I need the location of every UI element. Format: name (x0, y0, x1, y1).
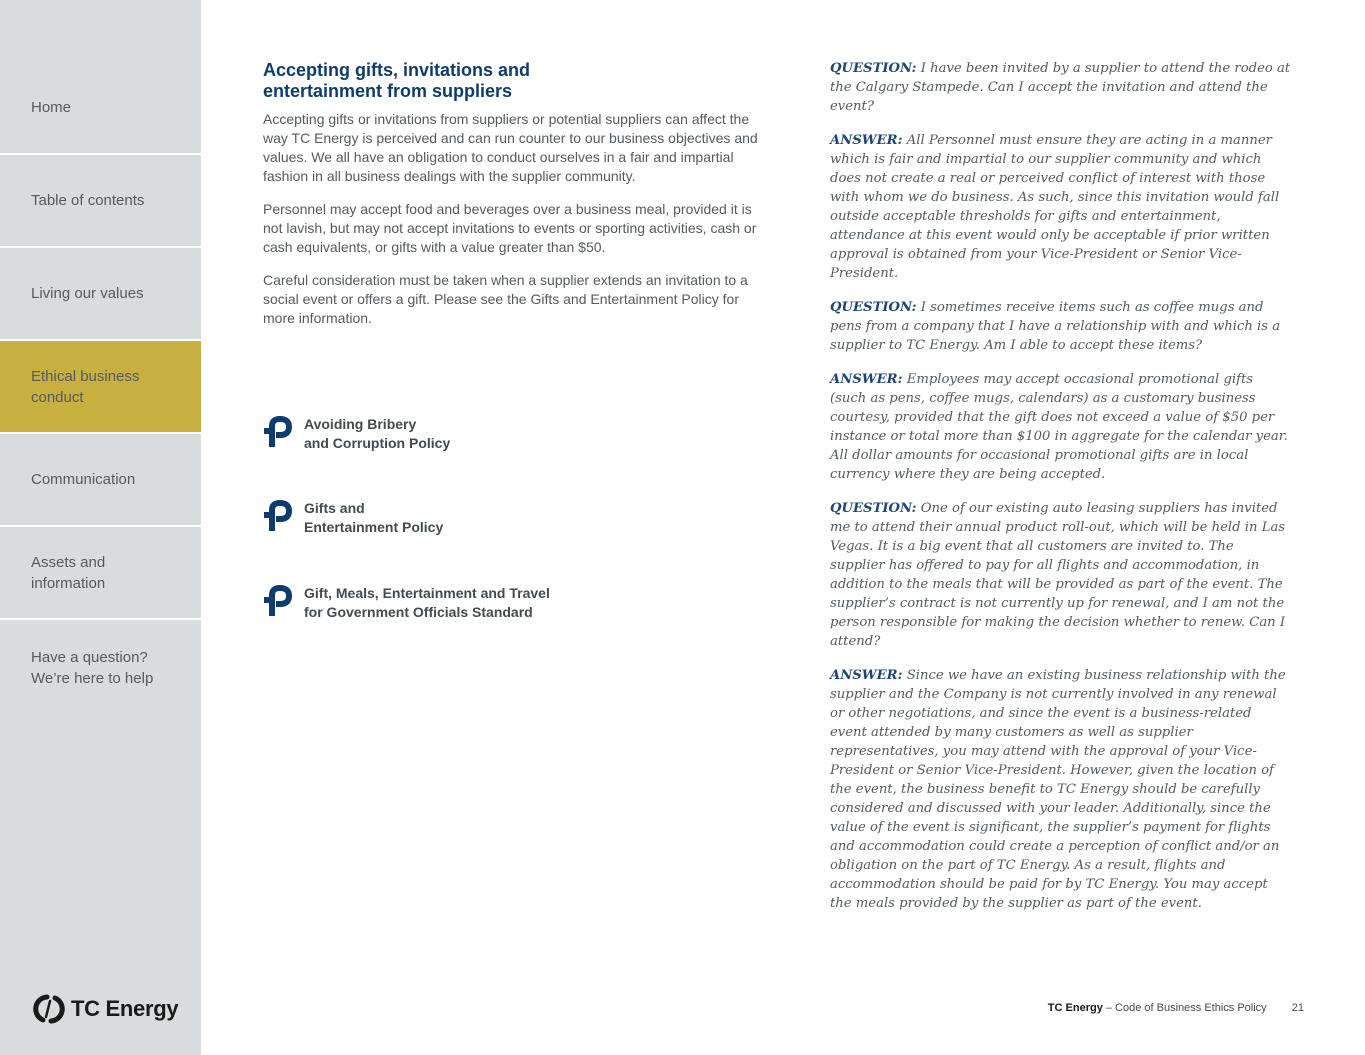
policy-p-icon (263, 416, 293, 448)
nav-item-ethical-business-conduct[interactable] (0, 341, 201, 434)
nav-item-living-our-values[interactable] (0, 248, 201, 341)
nav-item-assets-and-information[interactable] (0, 527, 201, 620)
policy-link-government-officials-standard[interactable] (263, 584, 550, 622)
body-paragraph: Personnel may accept food and beverages over a business meal, provided it is not lavish, but may not accept invitations to events or sporting activities, cash or cash equivalents, or gifts with a value greater than $50. (263, 201, 757, 255)
nav-item-communication[interactable] (0, 434, 201, 527)
qa-keyword: ANSWER: (830, 133, 903, 148)
nav-item-label: Assets and information (31, 553, 106, 592)
nav-item-have-a-question[interactable] (0, 620, 201, 716)
qa-question (830, 499, 1292, 651)
qa-answer (830, 370, 1292, 484)
policy-link-gifts-and-entertainment[interactable] (263, 499, 443, 537)
nav-item-home[interactable] (0, 62, 201, 155)
nav-item-label: Table of contents (31, 192, 145, 209)
qa-answer (830, 131, 1292, 283)
qa-question (830, 59, 1292, 116)
qa-keyword: QUESTION: (830, 61, 917, 76)
policy-link-avoiding-bribery[interactable] (263, 415, 450, 453)
policy-link-label: Gifts and Entertainment Policy (304, 500, 444, 535)
body-paragraph: Accepting gifts or invitations from suppliers or potential suppliers can affect the way TC Energy is perceived and can run counter to our business objectives and values. We all have an obligation to conduct ourselves in a fair and impartial fashion in all business dealings with the supplier community. (263, 111, 758, 184)
company-logo[interactable] (33, 993, 178, 1025)
nav-item-table-of-contents[interactable] (0, 155, 201, 248)
main-content (263, 60, 758, 342)
nav-item-label: Living our values (31, 285, 144, 302)
nav-item-label: Home (31, 99, 72, 116)
footer-brand: TC Energy (1047, 1002, 1103, 1014)
qa-question (830, 298, 1292, 355)
qa-section (830, 59, 1292, 928)
policy-p-icon (263, 585, 293, 617)
qa-keyword: ANSWER: (830, 372, 903, 387)
nav-item-label: Communication (31, 471, 136, 488)
nav-item-label: Have a question? We’re here to help (31, 649, 154, 687)
nav-item-label: Ethical business conduct (31, 367, 140, 406)
policy-p-icon (263, 500, 293, 532)
qa-text: One of our existing auto leasing suppliers has invited me to attend their annual product roll-out, which will be held in Las Vegas. It is a big event that all customers are invited to. The supplier has offered to pay for all flights and accommodation, in addition to the meals that will be provided as part of the event. The supplier’s contract is not currently up for renewal, and I am not the person responsible for making the decision whether to renew. Can I attend? (830, 501, 1286, 649)
sidebar-nav (0, 0, 201, 1055)
tc-energy-logo-icon (33, 993, 65, 1025)
body-paragraph: Careful consideration must be taken when a supplier extends an invitation to a social event or offers a gift. Please see the Gifts and Entertainment Policy for more information. (263, 272, 748, 326)
qa-keyword: QUESTION: (830, 300, 917, 315)
page-number: 21 (1291, 1002, 1304, 1014)
qa-text: Since we have an existing business relationship with the supplier and the Company is not currently involved in any renewal or other negotiations, and since the event is a business-related event attended by many customers as well as supplier representatives, you may attend with the approval of your Vice-President or Senior Vice-President. However, given the location of the event, the business benefit to TC Energy should be carefully considered and discussed with your leader. Additionally, since the value of the event is significant, the supplier’s payment for flights and accommodation could create a perception of conflict and/or an obligation on the part of TC Energy. As a result, flights and accommodation should be paid for by TC Energy. You may accept the meals provided by the supplier as part of the event. (830, 668, 1286, 911)
qa-answer (830, 666, 1292, 913)
qa-text: I have been invited by a supplier to attend the rodeo at the Calgary Stampede. Can I accept the invitation and attend the event? (830, 61, 1291, 114)
qa-text: I sometimes receive items such as coffee mugs and pens from a company that I have a relationship with and which is a supplier to TC Energy. Am I able to accept these items? (830, 300, 1281, 353)
footer-doc-title: – Code of Business Ethics Policy (1105, 1002, 1267, 1014)
logo-text: TC Energy (71, 996, 179, 1021)
policy-link-label: Gift, Meals, Entertainment and Travel for Government Officials Standard (304, 585, 550, 620)
qa-keyword: ANSWER: (830, 668, 903, 683)
qa-text: All Personnel must ensure they are acting in a manner which is fair and impartial to our supplier community and which does not create a real or perceived conflict of interest with those with whom we do business. As such, since this invitation would fall outside acceptable thresholds for gifts and entertainment, attendance at this event would only be acceptable if prior written approval is obtained from your Vice-President or Senior Vice-President. (830, 133, 1280, 281)
qa-keyword: QUESTION: (830, 501, 917, 516)
policy-link-label: Avoiding Bribery and Corruption Policy (304, 416, 451, 451)
page-footer (1048, 1002, 1304, 1014)
qa-text: Employees may accept occasional promotional gifts (such as pens, coffee mugs, calendars) as a customary business courtesy, provided that the gift does not exceed a value of $50 per instance or total more than $100 in aggregate for the calendar year. All dollar amounts for occasional promotional gifts are in local currency where they are being accepted. (830, 372, 1288, 482)
page-title: Accepting gifts, invitations and entertainment from suppliers (263, 60, 531, 101)
